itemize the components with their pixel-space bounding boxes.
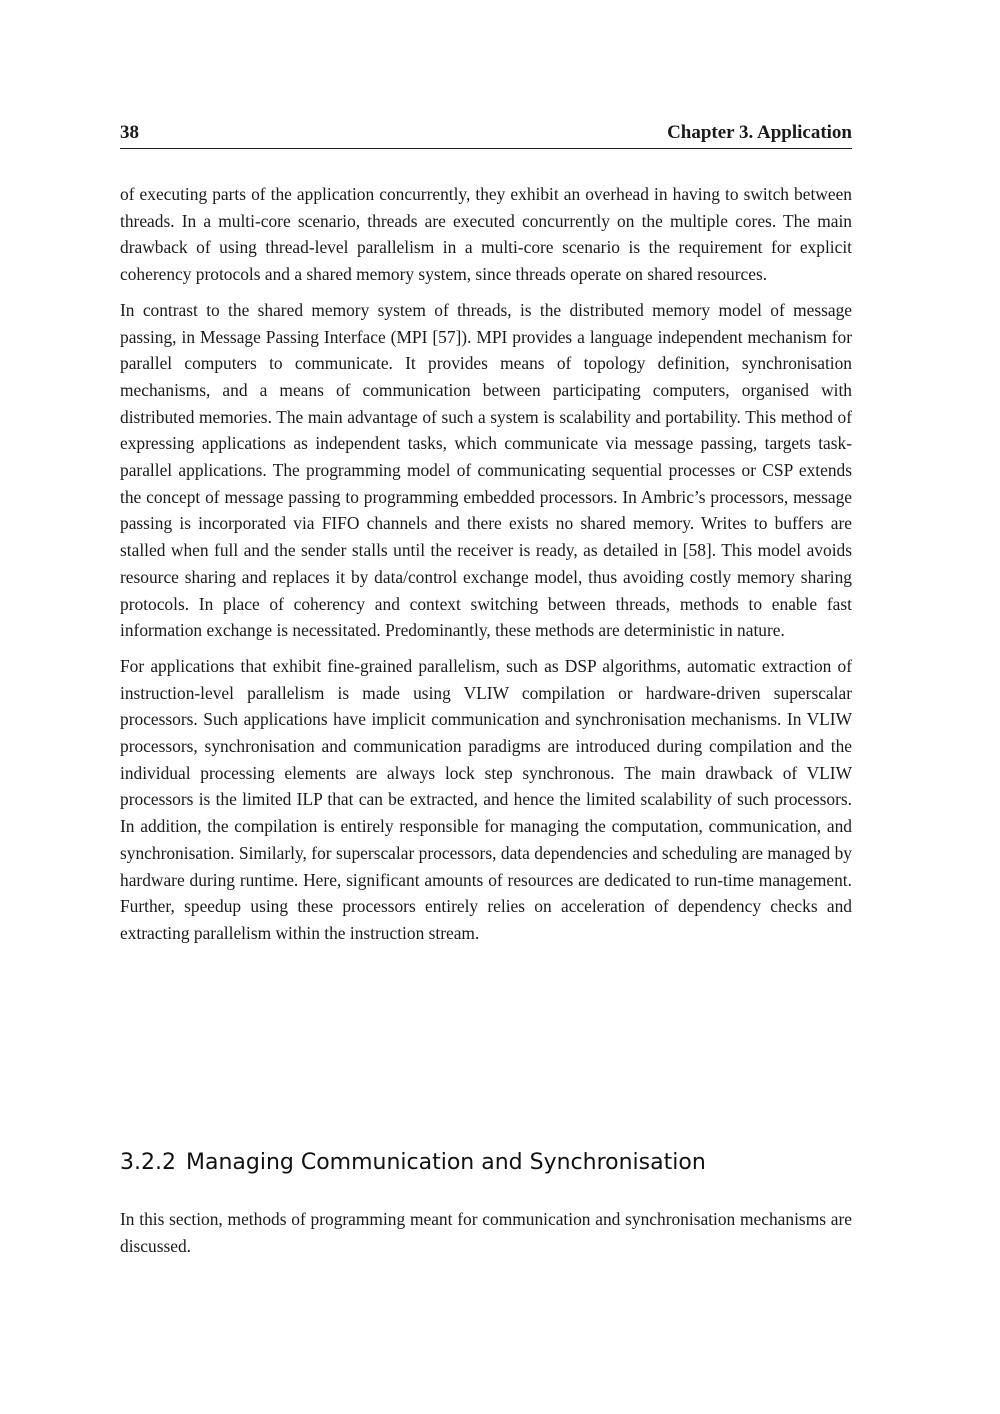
paragraph-1: of executing parts of the application concurrently, they exhibit an overhead in having to switch between threads. In a multi-core scenario, threads are executed concurrently on the multiple cores. The main drawback of using thread-level parallelism in a multi-core scenario is the requirement for explicit coherency protocols and a shared memory system, since threads operate on shared resources. <box>120 184 852 285</box>
paragraph-2: In contrast to the shared memory system of threads, is the distributed memory model of message passing, in Message Passing Interface (MPI [57]). MPI provides a language independent mechanism for parallel computers to communicate. It provides means of topology definition, synchronisation mechanisms, and a means of communication between participating computers, organised with distributed memories. The main advantage of such a system is scalability and portability. This method of expressing applications as independent tasks, which communicate via message passing, targets task-parallel applications. The programming model of communicating sequential processes or CSP extends the concept of message passing to programming embedded processors. In Ambric’s processors, message passing is incorporated via FIFO channels and there exists no shared memory. Writes to buffers are stalled when full and the sender stalls until the receiver is ready, as detailed in [58]. This model avoids resource sharing and replaces it by data/control exchange model, thus avoiding costly memory sharing protocols. In place of coherency and context switching between threads, methods to enable fast information exchange is necessitated. Predominantly, these methods are deterministic in nature. <box>120 299 852 641</box>
section-heading <box>120 1150 852 1175</box>
section-intro-paragraph: In this section, methods of programming meant for communication and synchronisation mechanisms are discussed. <box>120 1209 852 1256</box>
running-header <box>120 122 852 149</box>
page-number: 38 <box>120 122 139 143</box>
body-text <box>120 181 852 956</box>
section-title: Managing Communication and Synchronisation <box>185 1150 706 1175</box>
section-number: 3.2.2 <box>120 1150 176 1175</box>
chapter-title: Chapter 3. Application <box>667 122 852 143</box>
paragraph-3: For applications that exhibit fine-grained parallelism, such as DSP algorithms, automatic extraction of instruction-level parallelism is made using VLIW compilation or hardware-driven superscalar processors. Such applications have implicit communication and synchronisation mechanisms. In VLIW processors, synchronisation and communication paradigms are introduced during compilation and the individual processing elements are always lock step synchronous. The main drawback of VLIW processors is the limited ILP that can be extracted, and hence the limited scalability of such processors. In addition, the compilation is entirely responsible for managing the computation, communication, and synchronisation. Similarly, for superscalar processors, data dependencies and scheduling are managed by hardware during runtime. Here, significant amounts of resources are dedicated to run-time management. Further, speedup using these processors entirely relies on acceleration of dependency checks and extracting parallelism within the instruction stream. <box>120 655 852 943</box>
